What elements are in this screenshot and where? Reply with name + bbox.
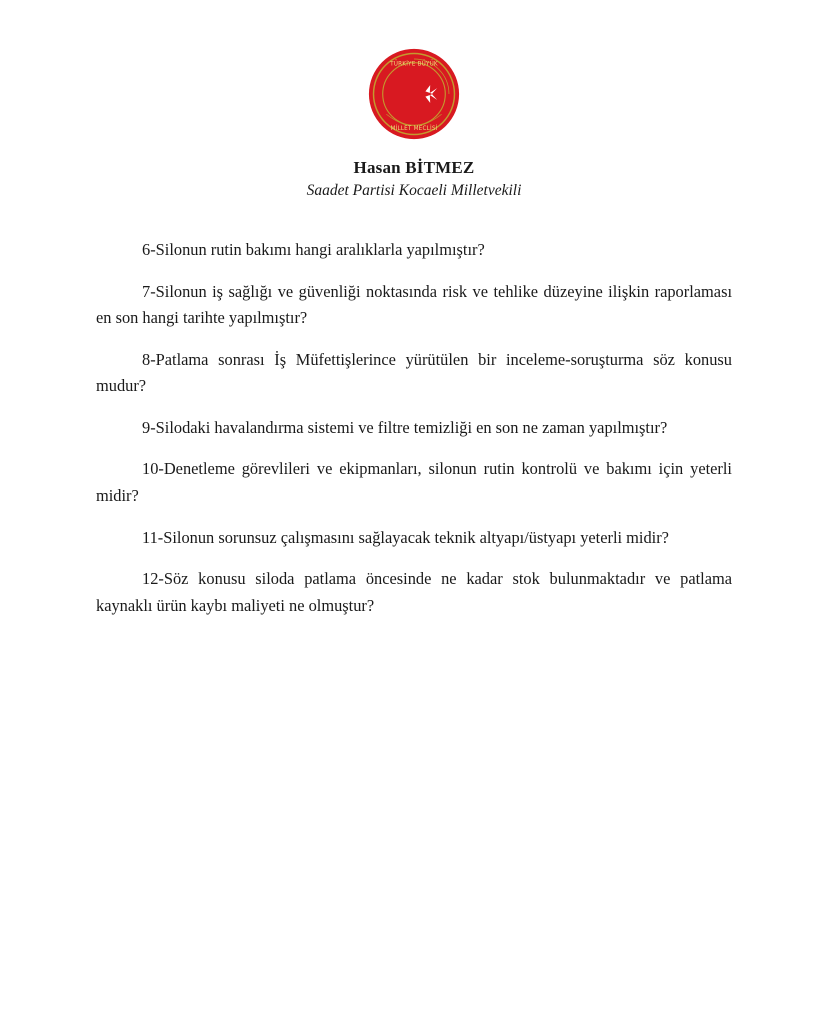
- author-name: Hasan BİTMEZ: [353, 158, 475, 177]
- letterhead: [0, 0, 828, 201]
- document-body: [0, 237, 828, 619]
- svg-text:MİLLET MECLİSİ: MİLLET MECLİSİ: [390, 125, 438, 132]
- question-paragraph-11: 11-Silonun sorunsuz çalışmasını sağlayacak teknik altyapı/üstyapı yeterli midir?: [142, 527, 669, 547]
- question-paragraph-10: 10-Denetleme görevlileri ve ekipmanları, silonun rutin kontrolü ve bakımı için yeterli midir?: [96, 459, 732, 506]
- question-paragraph-6: 6-Silonun rutin bakımı hangi aralıklarla yapılmıştır?: [142, 239, 485, 259]
- author-title: Saadet Partisi Kocaeli Milletvekili: [306, 182, 522, 200]
- turkish-parliament-emblem-icon: [368, 48, 460, 140]
- question-paragraph-9: 9-Silodaki havalandırma sistemi ve filtre temizliği en son ne zaman yapılmıştır?: [142, 417, 668, 437]
- question-paragraph-12: 12-Söz konusu siloda patlama öncesinde ne kadar stok bulunmaktadır ve patlama kaynaklı ürün kaybı maliyeti ne olmuştur?: [96, 569, 732, 615]
- question-paragraph-7: 7-Silonun iş sağlığı ve güvenliği noktasında risk ve tehlike düzeyine ilişkin raporlaması en son hangi tarihte yapılmıştır?: [96, 281, 732, 328]
- svg-text:TÜRKİYE BÜYÜK: TÜRKİYE BÜYÜK: [390, 61, 438, 68]
- question-paragraph-8: 8-Patlama sonrası İş Müfettişlerince yürütülen bir inceleme-soruşturma söz konusu mudur?: [96, 349, 732, 396]
